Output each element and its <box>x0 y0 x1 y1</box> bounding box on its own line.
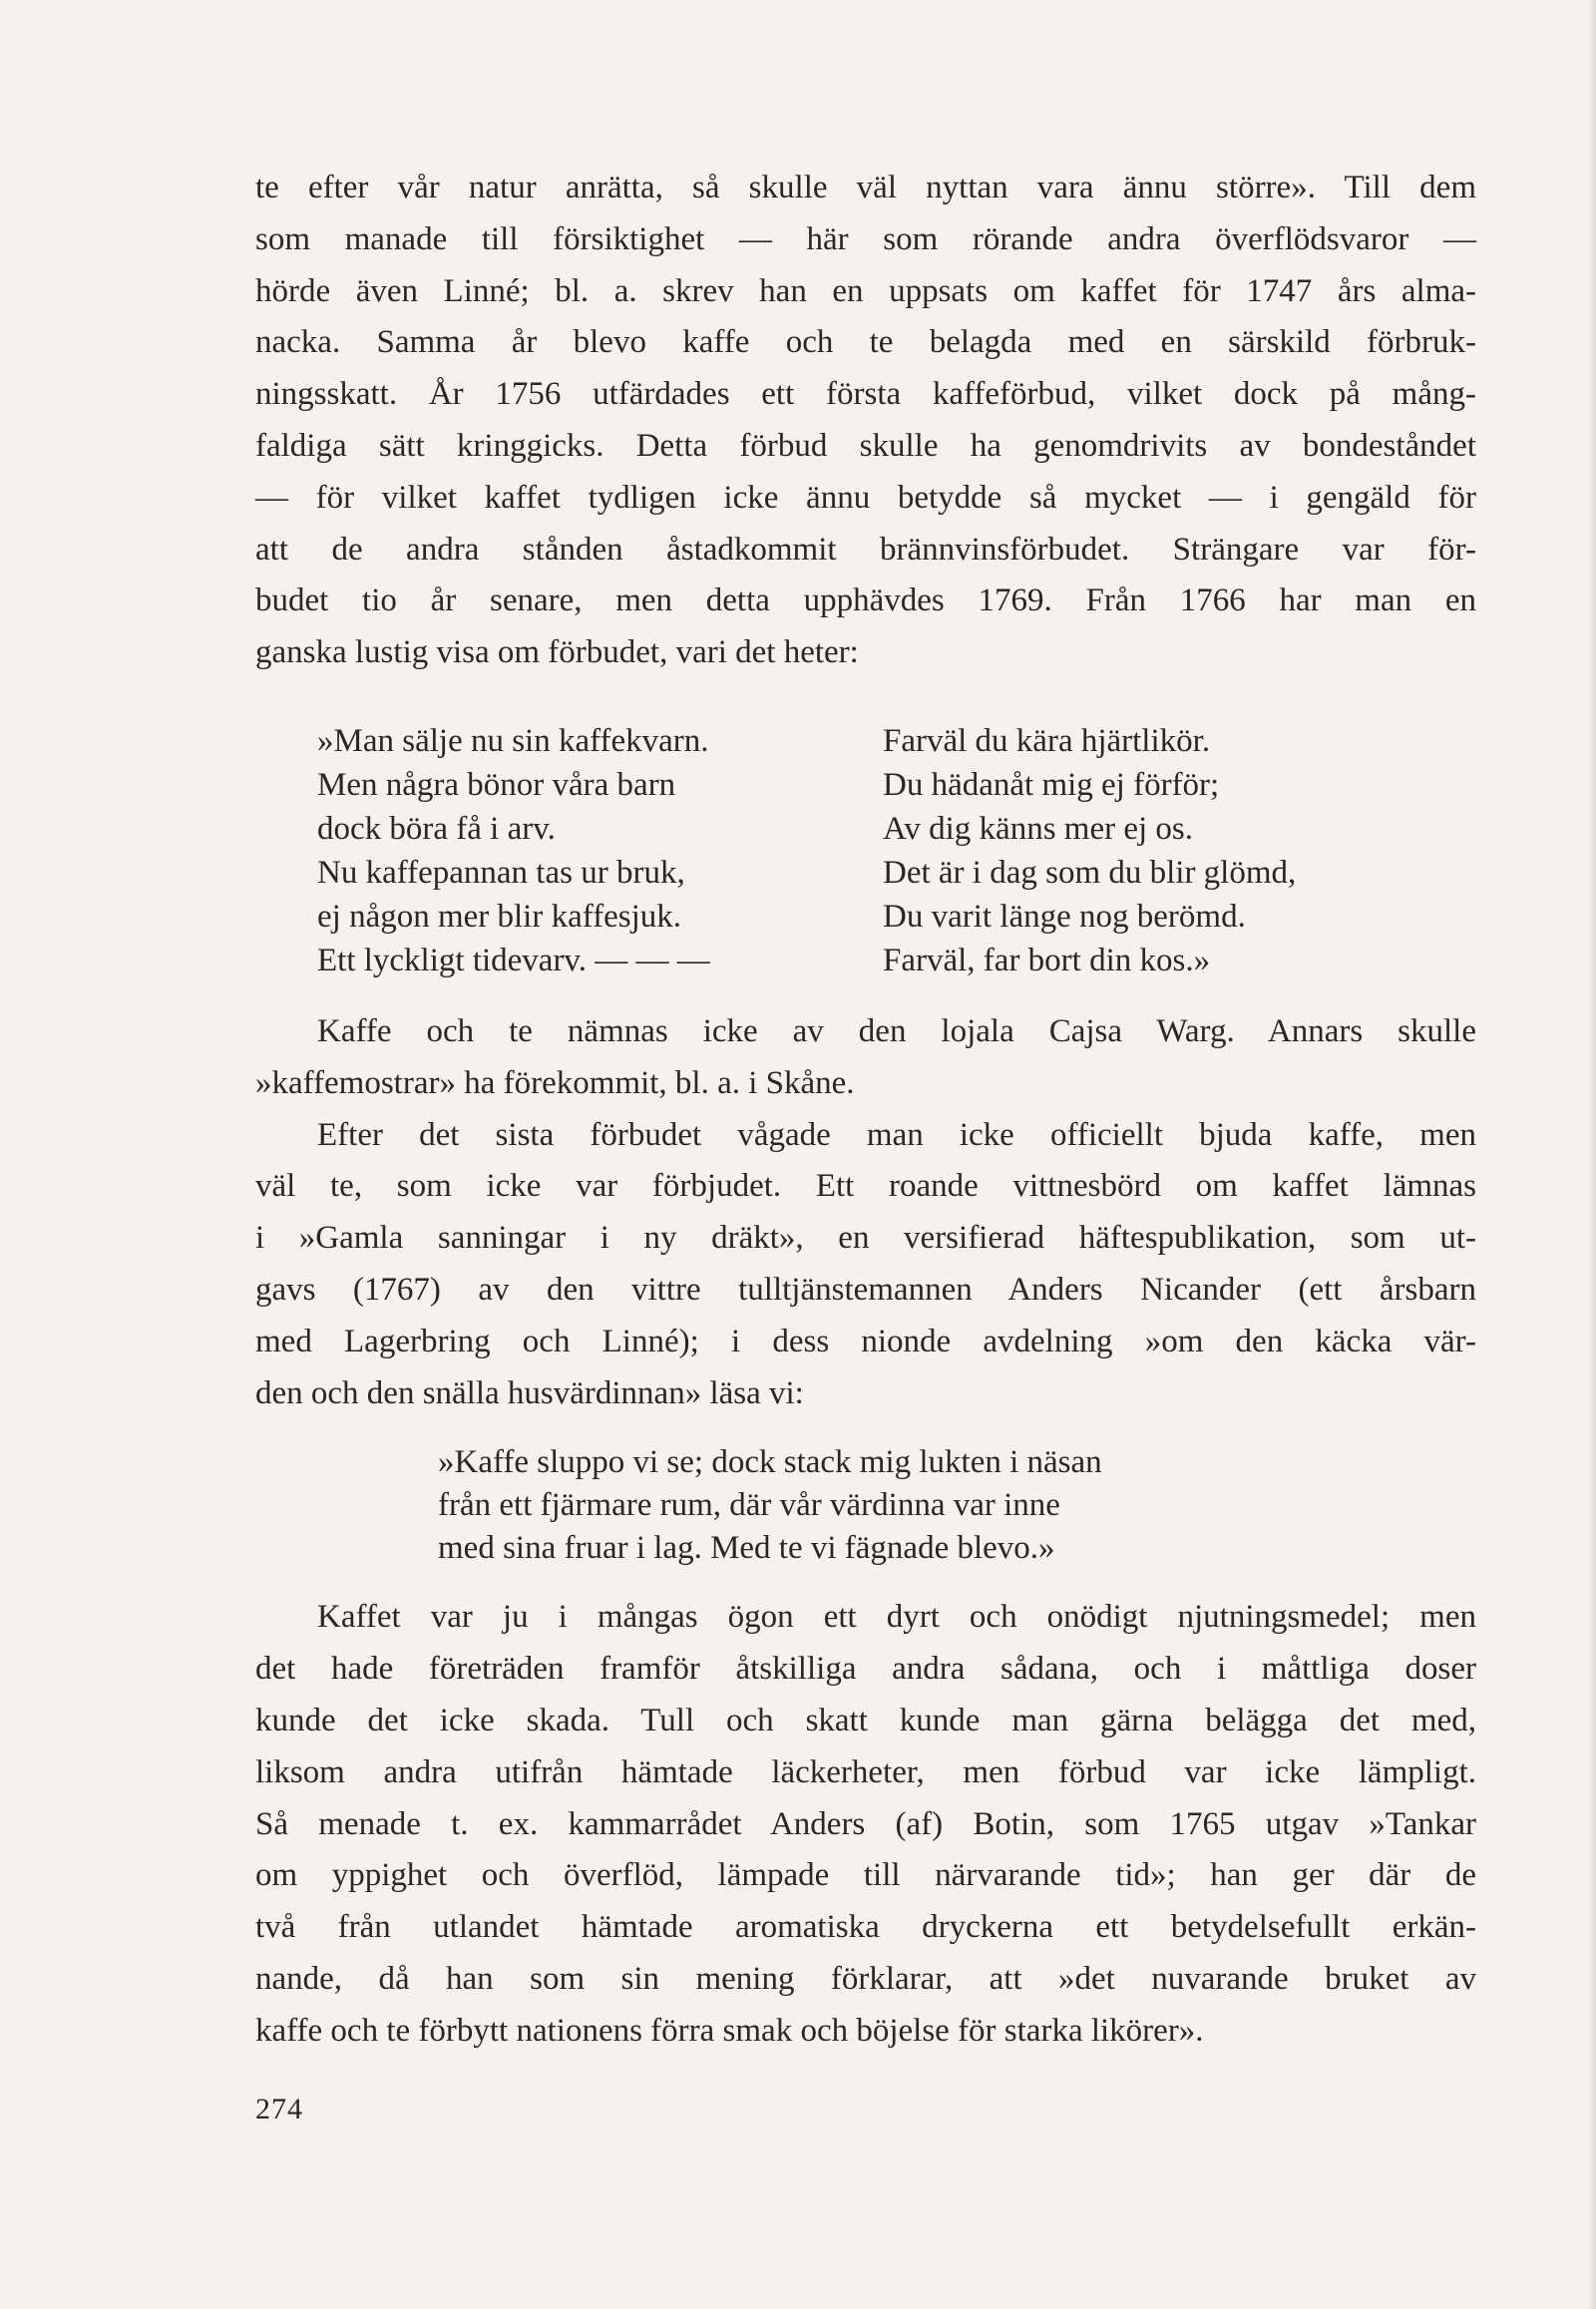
text-line: — för vilket kaffet tydligen icke ännu betydde så mycket — i gengäld för <box>255 479 1476 516</box>
paragraph-1 <box>255 163 1476 679</box>
text-line: hörde även Linné; bl. a. skrev han en uppsats om kaffet för 1747 års alma- <box>255 272 1476 309</box>
text-line: väl te, som icke var förbjudet. Ett roande vittnesbörd om kaffet lämnas <box>255 1168 1476 1205</box>
verse-left-column <box>317 719 710 982</box>
page-edge-shadow <box>1588 0 1596 2309</box>
book-page-body <box>255 163 1476 2058</box>
verse-line: Farväl, far bort din kos.» <box>883 942 1211 978</box>
text-line: om yppighet och överflöd, lämpade till närvarande tid»; han ger där de <box>255 1857 1476 1894</box>
text-line: med Lagerbring och Linné); i dess nionde avdelning »om den käcka vär- <box>255 1323 1476 1359</box>
verse-line: Nu kaffepannan tas ur bruk, <box>317 854 685 891</box>
paragraph-3 <box>255 1110 1476 1420</box>
text-line: i »Gamla sanningar i ny dräkt», en versifierad häftespublikation, som ut- <box>255 1220 1476 1257</box>
quote-line: från ett fjärmare rum, där vår värdinna var inne <box>438 1487 1060 1524</box>
quote-line: med sina fruar i lag. Med te vi fägnade blevo.» <box>438 1530 1055 1567</box>
verse-line: Det är i dag som du blir glömd, <box>883 854 1297 891</box>
text-line: Kaffe och te nämnas icke av den lojala Cajsa Warg. Annars skulle <box>317 1012 1476 1049</box>
verse-line: Men några bönor våra barn <box>317 766 676 803</box>
text-line: gavs (1767) av den vittre tulltjänstemannen Anders Nicander (ett årsbarn <box>255 1271 1476 1308</box>
verse-line: Farväl du kära hjärtlikör. <box>883 722 1211 759</box>
text-line: ningsskatt. År 1756 utfärdades ett första kaffeförbud, vilket dock på mång- <box>255 376 1476 413</box>
text-line: kunde det icke skada. Tull och skatt kunde man gärna belägga det med, <box>255 1702 1476 1738</box>
text-line: liksom andra utifrån hämtade läckerheter, men förbud var icke lämpligt. <box>255 1753 1476 1790</box>
verse-right-column <box>883 719 1296 982</box>
verse-line: Du varit länge nog berömd. <box>883 898 1246 935</box>
text-line: två från utlandet hämtade aromatiska dryckerna ett betydelsefullt erkän- <box>255 1909 1476 1946</box>
text-line: te efter vår natur anrätta, så skulle väl nyttan vara ännu större». Till dem <box>255 170 1476 205</box>
verse-line: »Man sälje nu sin kaffekvarn. <box>317 722 709 759</box>
text-line: nacka. Samma år blevo kaffe och te belagda med en särskild förbruk- <box>255 324 1476 361</box>
text-line: budet tio år senare, men detta upphävdes 1769. Från 1766 har man en <box>255 582 1476 619</box>
paragraph-2 <box>255 1006 1476 1110</box>
nicander-quote <box>438 1441 1476 1570</box>
text-line: Kaffet var ju i mångas ögon ett dyrt och onödigt njutningsmedel; men <box>317 1599 1476 1636</box>
verse-line: Ett lyckligt tidevarv. — — — <box>317 942 710 978</box>
verse-line: Du hädanåt mig ej förför; <box>883 766 1220 803</box>
text-line: den och den snälla husvärdinnan» läsa vi: <box>255 1374 804 1411</box>
verse-line: ej någon mer blir kaffesjuk. <box>317 898 682 935</box>
page-number: 274 <box>255 2093 303 2125</box>
text-line: det hade företräden framför åtskilliga andra sådana, och i måttliga doser <box>255 1651 1476 1688</box>
text-line: att de andra stånden åstadkommit brännvinsförbudet. Strängare var för- <box>255 531 1476 568</box>
coffee-song-verse <box>255 719 1476 988</box>
text-line: nande, då han som sin mening förklarar, att »det nuvarande bruket av <box>255 1960 1476 1997</box>
text-line: som manade till försiktighet — här som rörande andra överflödsvaror — <box>255 220 1476 257</box>
text-line: ganska lustig visa om förbudet, vari det heter: <box>255 634 859 671</box>
text-line: »kaffemostrar» ha förekommit, bl. a. i Skåne. <box>255 1064 855 1101</box>
text-line: Så menade t. ex. kammarrådet Anders (af) Botin, som 1765 utgav »Tankar <box>255 1805 1476 1842</box>
verse-line: Av dig känns mer ej os. <box>883 810 1194 847</box>
quote-line: »Kaffe sluppo vi se; dock stack mig lukten i näsan <box>438 1444 1102 1481</box>
text-line: Efter det sista förbudet vågade man icke officiellt bjuda kaffe, men <box>317 1116 1476 1153</box>
text-line: faldiga sätt kringgicks. Detta förbud skulle ha genomdrivits av bondeståndet <box>255 427 1476 464</box>
paragraph-4 <box>255 1592 1476 2057</box>
text-line: kaffe och te förbytt nationens förra smak och böjelse för starka likörer». <box>255 2012 1204 2049</box>
verse-line: dock böra få i arv. <box>317 810 556 847</box>
